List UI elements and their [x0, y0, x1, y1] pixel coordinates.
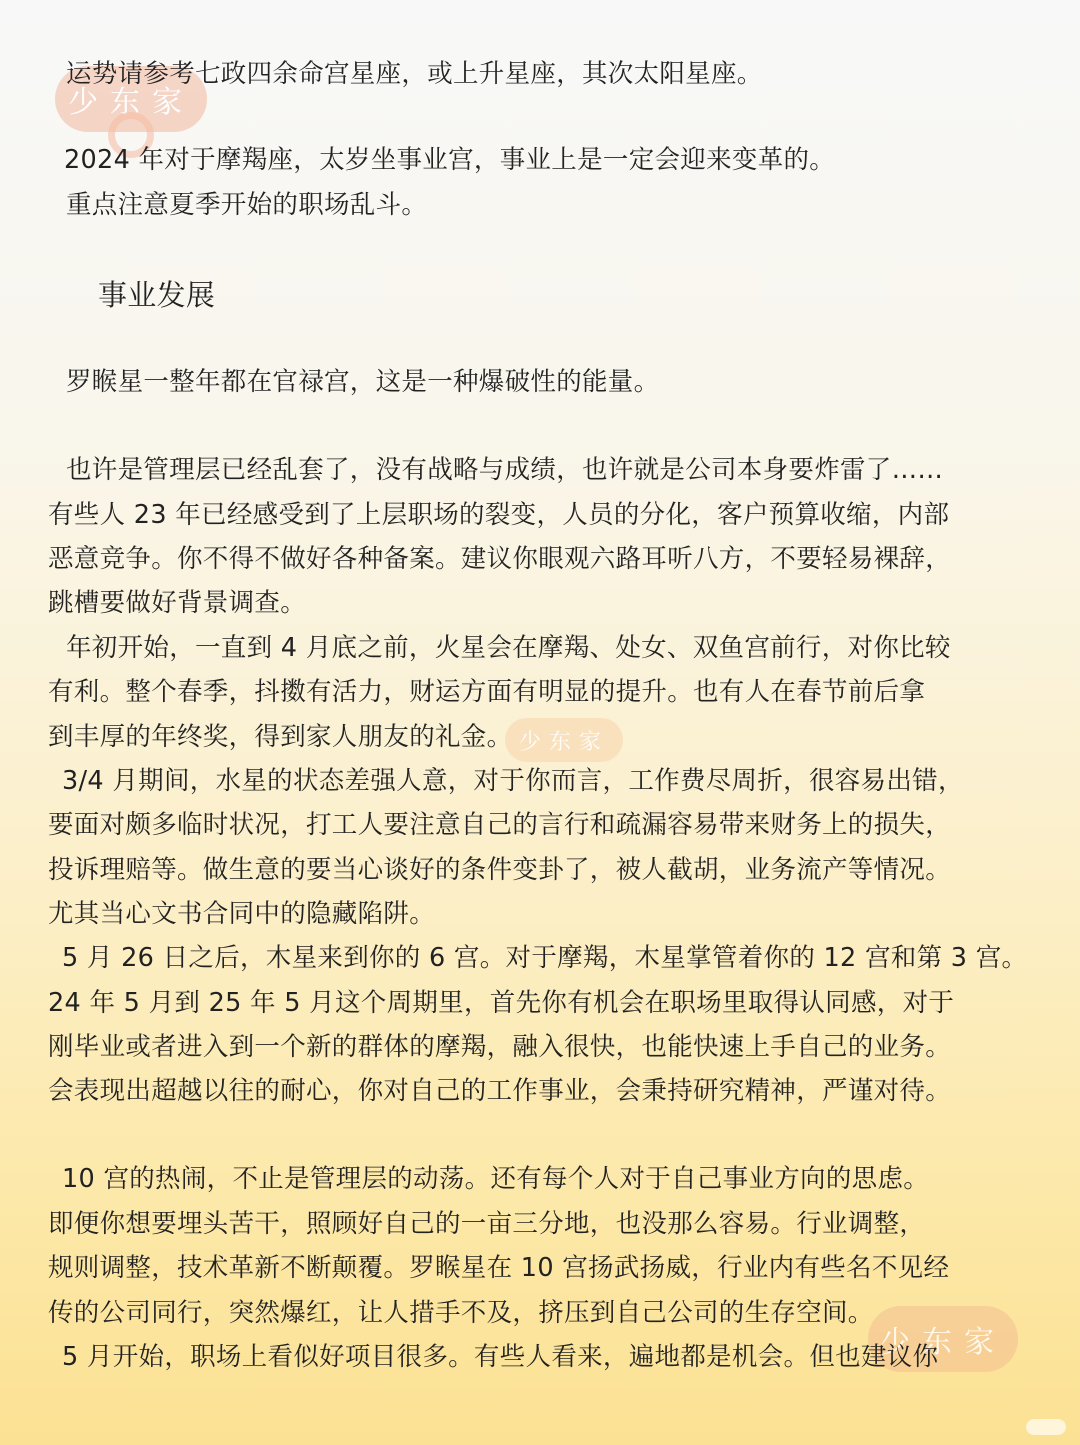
text-line: 24 年 5 月到 25 年 5 月这个周期里，首先你有机会在职场里取得认同感，对于 — [48, 988, 955, 1018]
watermark-logo-bottom: 少东家 — [868, 1306, 1018, 1372]
text-line: 会表现出超越以往的耐心，你对自己的工作事业，会秉持研究精神，严谨对待。 — [48, 1076, 952, 1106]
text-line: 尤其当心文书合同中的隐藏陷阱。 — [48, 899, 436, 929]
text-line: 有利。整个春季，抖擞有活力，财运方面有明显的提升。也有人在春节前后拿 — [48, 677, 926, 707]
text-line: 投诉理赔等。做生意的要当心谈好的条件变卦了，被人截胡，业务流产等情况。 — [48, 855, 952, 885]
text-line: 重点注意夏季开始的职场乱斗。 — [66, 190, 428, 220]
text-line: 传的公司同行，突然爆红，让人措手不及，挤压到自己公司的生存空间。 — [48, 1298, 874, 1328]
text-line: 恶意竞争。你不得不做好各种备案。建议你眼观六路耳听八方，不要轻易裸辞， — [48, 544, 952, 574]
section-heading: 事业发展 — [98, 278, 216, 312]
text-line: 跳槽要做好背景调查。 — [48, 588, 307, 618]
text-line: 10 宫的热闹，不止是管理层的动荡。还有每个人对于自己事业方向的思虑。 — [62, 1164, 930, 1194]
text-line: 要面对颇多临时状况，打工人要注意自己的言行和疏漏容易带来财务上的损失， — [48, 810, 952, 840]
watermark-logo: 少东家 — [55, 66, 207, 132]
text-line: 运势请参考七政四余命宫星座，或上升星座，其次太阳星座。 — [66, 59, 763, 89]
corner-badge — [1026, 1419, 1066, 1435]
text-line: 即便你想要埋头苦干，照顾好自己的一亩三分地，也没那么容易。行业调整， — [48, 1209, 926, 1239]
text-line: 规则调整，技术革新不断颠覆。罗睺星在 10 宫扬武扬威，行业内有些名不见经 — [48, 1253, 950, 1283]
text-line: 5 月 26 日之后，木星来到你的 6 宫。对于摩羯，木星掌管着你的 12 宫和第 3 宫。 — [62, 943, 1028, 973]
text-line: 到丰厚的年终奖，得到家人朋友的礼金。 — [48, 722, 513, 752]
text-line: 5 月开始，职场上看似好项目很多。有些人看来，遍地都是机会。但也建议你 — [62, 1342, 939, 1372]
text-line: 2024 年对于摩羯座，太岁坐事业宫，事业上是一定会迎来变革的。 — [64, 145, 836, 175]
text-line: 罗睺星一整年都在官禄宫，这是一种爆破性的能量。 — [66, 367, 660, 397]
text-line: 刚毕业或者进入到一个新的群体的摩羯，融入很快，也能快速上手自己的业务。 — [48, 1032, 952, 1062]
text-line: 也许是管理层已经乱套了，没有战略与成绩，也许就是公司本身要炸雷了…… — [66, 455, 944, 485]
watermark-logo-small: 少东家 — [505, 718, 623, 762]
text-line: 年初开始，一直到 4 月底之前，火星会在摩羯、处女、双鱼宫前行，对你比较 — [66, 633, 951, 663]
text-line: 3/4 月期间，水星的状态差强人意，对于你而言，工作费尽周折，很容易出错， — [62, 766, 964, 796]
text-line: 有些人 23 年已经感受到了上层职场的裂变，人员的分化，客户预算收缩，内部 — [48, 500, 950, 530]
